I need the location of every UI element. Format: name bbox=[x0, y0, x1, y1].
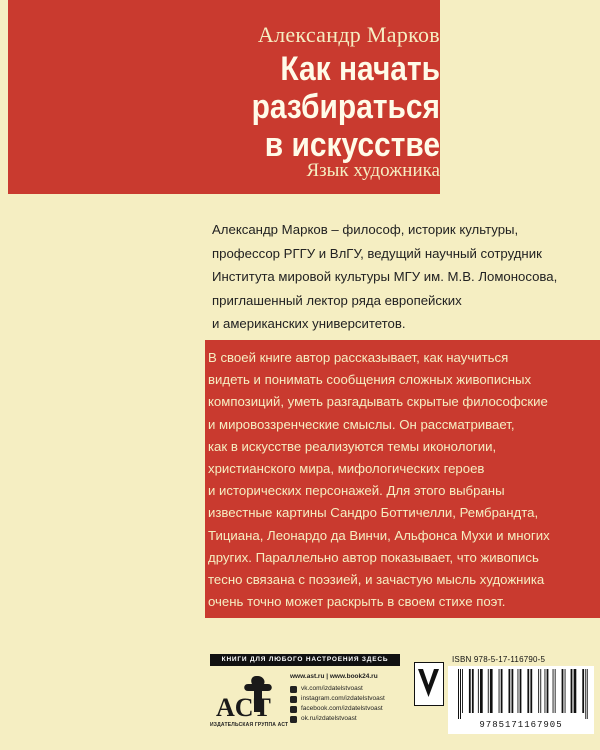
social-link-text: vk.com/izdatelstvoast bbox=[301, 685, 363, 692]
title-line: разбираться bbox=[251, 88, 440, 126]
publisher-caption: ИЗДАТЕЛЬСКАЯ ГРУППА АСТ bbox=[210, 722, 289, 728]
description-line: и исторических персонажей. Для этого выбраны bbox=[208, 483, 505, 499]
bio-line: приглашенный лектор ряда европейских bbox=[212, 292, 462, 308]
social-link-facebook[interactable] bbox=[290, 704, 410, 714]
title-line: в искусстве bbox=[264, 126, 440, 164]
barcode-number: 9785171167905 bbox=[479, 720, 563, 730]
book-subtitle: Язык художника bbox=[306, 160, 440, 181]
description-line: других. Параллельно автор показывает, что живопись bbox=[208, 549, 539, 565]
bio-line: и американских университетов. bbox=[212, 316, 406, 331]
age-rating-badge bbox=[414, 662, 444, 706]
barcode-icon bbox=[456, 669, 588, 719]
description-line: христианского мира, мифологических героев bbox=[208, 461, 485, 477]
barcode-area bbox=[448, 666, 594, 734]
description-line: тесно связана с поэзией, и зачастую мысль художника bbox=[208, 572, 545, 588]
author-name: Александр Марков bbox=[257, 22, 440, 47]
facebook-icon bbox=[290, 706, 297, 713]
title-line: Как начать bbox=[280, 50, 440, 88]
description-line: как в искусстве реализуются темы иконологии, bbox=[208, 438, 497, 454]
description-line: В своей книге автор рассказывает, как научиться bbox=[208, 350, 509, 365]
publisher-links bbox=[290, 672, 410, 724]
description-line: композиций, уметь разгадывать скрытые философские bbox=[208, 394, 548, 410]
bio-line: Института мировой культуры МГУ им. М.В. Ломоносова, bbox=[212, 269, 558, 284]
age-rating-icon bbox=[415, 663, 442, 704]
isbn-text: ISBN 978-5-17-116790-5 bbox=[452, 655, 546, 664]
social-link-text: instagram.com/izdatelstvoast bbox=[301, 695, 385, 702]
social-link-text: facebook.com/izdatelstvoast bbox=[301, 705, 383, 712]
vk-icon bbox=[290, 686, 297, 693]
social-link-instagram[interactable] bbox=[290, 694, 410, 704]
ok-icon bbox=[290, 716, 297, 723]
social-link-text: ok.ru/izdatelstvoast bbox=[301, 715, 357, 722]
description-line: видеть и понимать сообщения сложных живописных bbox=[208, 372, 532, 388]
bio-line: Александр Марков – философ, историк культуры, bbox=[212, 222, 519, 237]
social-link-vk[interactable] bbox=[290, 684, 410, 694]
book-title bbox=[211, 50, 440, 164]
book-description bbox=[208, 347, 596, 613]
social-link-ok[interactable] bbox=[290, 714, 410, 724]
description-line: известные картины Сандро Боттичелли, Рембрандта, bbox=[208, 505, 539, 521]
description-line: и мировоззренческие смыслы. Он рассматривает, bbox=[208, 416, 515, 432]
instagram-icon bbox=[290, 696, 297, 703]
publisher-tagline: КНИГИ ДЛЯ ЛЮБОГО НАСТРОЕНИЯ ЗДЕСЬ bbox=[210, 654, 400, 666]
bio-line: профессор РГГУ и ВлГУ, ведущий научный сотрудник bbox=[212, 245, 542, 261]
description-line: Тициана, Леонардо да Винчи, Альфонса Мухи и многих bbox=[208, 527, 550, 543]
website-links[interactable]: www.ast.ru | www.book24.ru bbox=[290, 673, 378, 680]
description-line: очень точно может раскрыть в своем стихе поэт. bbox=[208, 594, 506, 610]
svg-text:ACT: ACT bbox=[216, 693, 271, 722]
author-bio bbox=[212, 218, 592, 336]
